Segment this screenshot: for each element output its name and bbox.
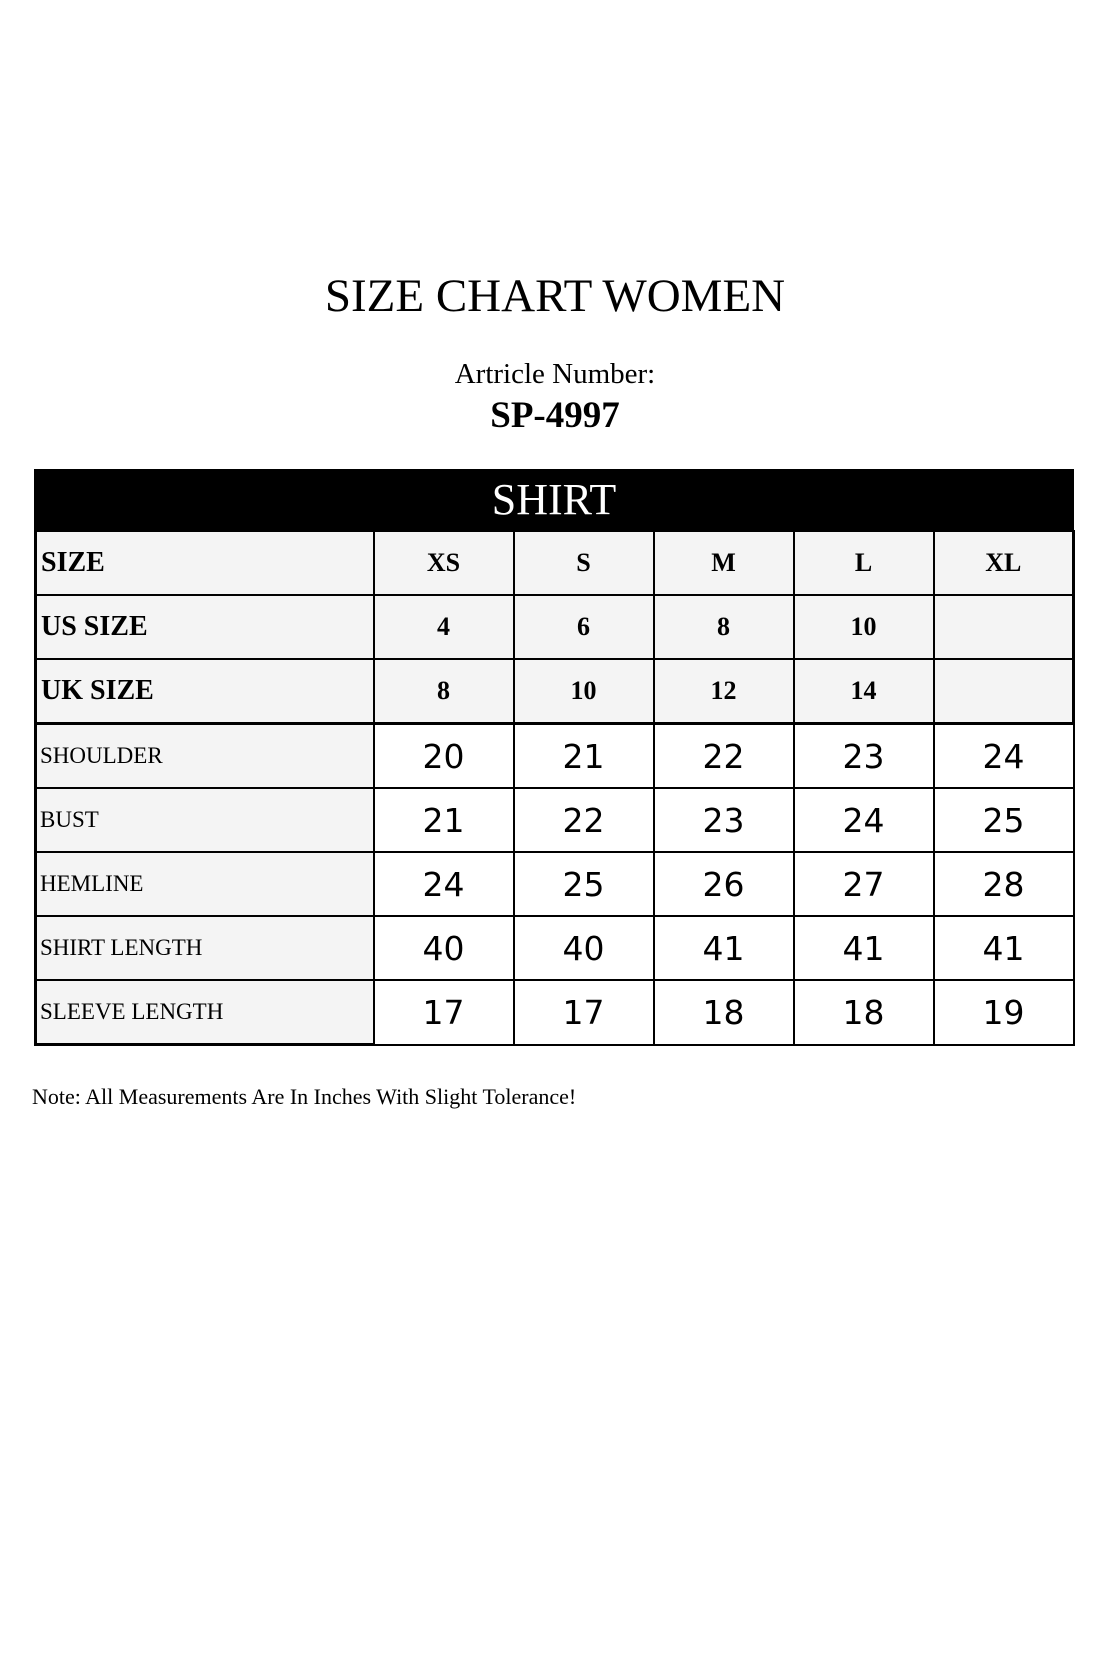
uk-size-cell: 12 (654, 659, 794, 724)
measurement-cell: 40 (374, 916, 514, 980)
measurement-cell: 24 (794, 788, 934, 852)
size-conversion-rows (36, 531, 1074, 724)
uk-size-cell: 14 (794, 659, 934, 724)
measurement-cell: 41 (934, 916, 1074, 980)
size-cell: S (514, 531, 654, 595)
size-table (34, 530, 1075, 1046)
sleeve-length-row (36, 980, 1074, 1045)
measurement-rows (36, 724, 1074, 1045)
measurement-cell: 21 (374, 788, 514, 852)
measurement-cell: 28 (934, 852, 1074, 916)
measurement-note: Note: All Measurements Are In Inches With Slight Tolerance! (32, 1084, 577, 1109)
row-label: BUST (36, 788, 374, 852)
us-size-cell: 4 (374, 595, 514, 659)
measurement-cell: 41 (794, 916, 934, 980)
measurement-cell: 18 (794, 980, 934, 1045)
row-label: SIZE (36, 531, 374, 595)
measurement-cell: 25 (514, 852, 654, 916)
measurement-cell: 17 (514, 980, 654, 1045)
row-label: HEMLINE (36, 852, 374, 916)
measurement-cell: 27 (794, 852, 934, 916)
us-size-cell (934, 595, 1074, 659)
measurement-cell: 17 (374, 980, 514, 1045)
measurement-cell: 22 (654, 724, 794, 789)
measurement-cell: 21 (514, 724, 654, 789)
row-label: US SIZE (36, 595, 374, 659)
measurement-cell: 19 (934, 980, 1074, 1045)
size-cell: XS (374, 531, 514, 595)
measurement-cell: 23 (654, 788, 794, 852)
measurement-cell: 18 (654, 980, 794, 1045)
page-title: SIZE CHART WOMEN (324, 270, 786, 322)
uk-size-row (36, 659, 1074, 724)
section-title: SHIRT (34, 469, 1074, 530)
row-label: SLEEVE LENGTH (36, 980, 374, 1045)
size-cell: M (654, 531, 794, 595)
bust-row (36, 788, 1074, 852)
measurement-cell: 22 (514, 788, 654, 852)
us-size-cell: 6 (514, 595, 654, 659)
measurement-cell: 24 (934, 724, 1074, 789)
hemline-row (36, 852, 1074, 916)
us-size-row (36, 595, 1074, 659)
row-label: UK SIZE (36, 659, 374, 724)
measurement-cell: 40 (514, 916, 654, 980)
shirt-length-row (36, 916, 1074, 980)
row-label: SHIRT LENGTH (36, 916, 374, 980)
measurement-cell: 23 (794, 724, 934, 789)
measurement-cell: 24 (374, 852, 514, 916)
measurement-cell: 20 (374, 724, 514, 789)
measurement-cell: 26 (654, 852, 794, 916)
uk-size-cell (934, 659, 1074, 724)
size-cell: XL (934, 531, 1074, 595)
size-chart (34, 469, 1074, 1046)
size-row (36, 531, 1074, 595)
us-size-cell: 10 (794, 595, 934, 659)
size-cell: L (794, 531, 934, 595)
shoulder-row (36, 724, 1074, 789)
uk-size-cell: 8 (374, 659, 514, 724)
article-number-value: SP-4997 (490, 395, 620, 436)
us-size-cell: 8 (654, 595, 794, 659)
measurement-cell: 25 (934, 788, 1074, 852)
uk-size-cell: 10 (514, 659, 654, 724)
row-label: SHOULDER (36, 724, 374, 789)
article-number-label: Artricle Number: (454, 358, 656, 390)
measurement-cell: 41 (654, 916, 794, 980)
